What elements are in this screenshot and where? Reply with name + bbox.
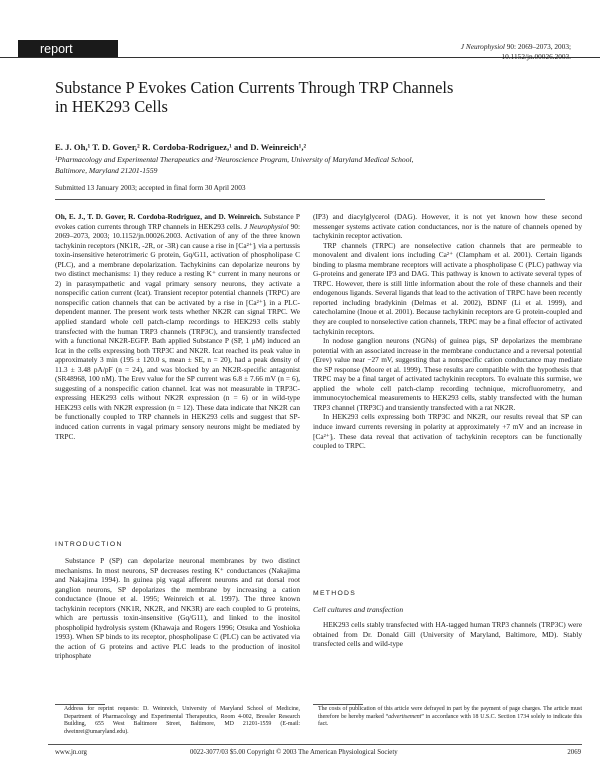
citation-volume: 90: 2069–2073, 2003; 10.1152/jn.00026.2003. <box>55 221 300 241</box>
title-line-2: in HEK293 Cells <box>55 97 168 116</box>
doi: 10.1152/jn.00026.2003. <box>501 52 571 61</box>
footnote-reprint: Address for reprint requests: D. Weinreich, University of Maryland School of Medicine, Department of Pharmacology and Experimental Therapeutics, Room 4-002, Bressler Research Building, 655 West Baltimore Street, Baltimore, MD 21201-1559 (E-mail: dweinrei@umaryland.edu). <box>64 706 300 736</box>
affiliation-line-1: ¹Pharmacology and Experimental Therapeutics and ²Neuroscience Program, University of Maryland Medical School, <box>55 155 414 164</box>
citation-authors: Oh, E. J., T. D. Gover, R. Cordoba-Rodriguez, and D. Weinreich. <box>55 212 262 221</box>
title-line-1: Substance P Evokes Cation Currents Through TRP Channels <box>55 78 454 97</box>
journal-reference <box>461 42 571 62</box>
article-title <box>55 78 555 116</box>
intro-continued: (IP3) and diacylglycerol (DAG). However, it is not yet known how these second messenger systems activate cation conductances, nor is the nature of channels opened by tachykinin receptor activation. <box>313 212 582 241</box>
footnote-costs: The costs of publication of this article were defrayed in part by the payment of page charges. The article must therefore be hereby marked “advertisement” in accordance with 18 U.S.C. Section 1734 solely to indicate this fact. <box>318 706 582 728</box>
submission-dates: Submitted 13 January 2003; accepted in final form 30 April 2003 <box>55 183 246 192</box>
abstract-body: Activation of any of the three known tachykinin receptors (NK1R, -2R, or -3R) can cause a rise in [Ca²⁺]ᵢ via a pertussis toxin-insensitive heterotrimeric G protein, Gq/G11, activation of phospholipase C (PLC), and a membrane depolarization. Tachykinins can depolarize neurons by two distinct mechanisms: 1) they reduce a resting K⁺ current in many neurons or 2) in parasympathetic and vagal primary sensory neurons, they activate a nonspecific cation current (Icat). Transient receptor potential channels (TRPC) are nonspecific cation channels that can be activated by a rise in [Ca²⁺]ᵢ in a PLC-dependent manner. The present work tests whether NK2R can signal TRPC. We applied standard whole cell patch-clamp recordings to HEK293 cells stably transfected with the human TRP3 channels (TRP3C), and transiently transfected with a functional NK2R-EGFP. Bath applied Substance P (SP, 1 μM) induced an Icat in the cells expressing both TRP3C and NK2R. Icat reached its peak value in approximately 3 min (195 ± 120.0 s, mean ± SE, n = 20), had a peak density of 11.3 ± 3.48 pA/pF (n = 24), and was blocked by an NK2R-specific antagonist (SR48968, 100 nM). The Erev value for the SP current was 6.8 ± 7.66 mV (n = 6), suggesting of a nonspecific cation channel. Icat was not measurable in TRP3C-expressing HEK293 cells without NK2R expression (n = 6) or in wild-type HEK293 cells with NK2R expression (n = 12). These data indicate that NK2R can be functionally coupled to TRP channels in HEK293 cells and suggest that SP-induced cation currents in vagal primary sensory neurons might be mediated by TRPC. <box>55 231 300 441</box>
methods-text <box>313 620 582 649</box>
report-tab-label: report <box>18 40 118 58</box>
intro-heading: INTRODUCTION <box>55 541 123 548</box>
intro-paragraph-4: In HEK293 cells expressing both TRP3C and NK2R, our results reveal that SP can induce inward currents reversing in polarity at approximately +7 mV and an increase in [Ca²⁺]ᵢ. These data reveal that activation of tachykinin receptors can be functionally coupled to TRPC. <box>313 412 582 451</box>
intro-paragraph-2: TRP channels (TRPC) are nonselective cation channels that are permeable to monovalent and divalent ions including Ca²⁺ (Clampham et al. 2001). Certain ligands binding to plasma membrane receptors will activate a phospholipase C (PLC) pathway via G-proteins and generate IP3 and DAG. This pathway is known to activate several types of TRPC. However, there is still little information about the role of these channels and their endogenous ligands. Several ligands that lead to the activation of TRPC have been recently reported including bradykinin (Delmas et al. 2002), BDNF (Li et al. 1999), and catecholamine (Inoue et al. 2001). Because tachykinin receptors are G protein-coupled and they are coupled to nonselective cation channels, TRPC may be a final effector of activated tachykinin receptors. <box>313 240 582 336</box>
affiliation-line-2: Baltimore, Maryland 21201-1559 <box>55 165 158 175</box>
footer-website: www.jn.org <box>55 749 87 756</box>
author-list: E. J. Oh,¹ T. D. Gover,² R. Cordoba-Rodriguez,¹ and D. Weinreich¹,² <box>55 142 307 152</box>
footer-copyright: 0022-3077/03 $5.00 Copyright © 2003 The American Physiological Society <box>190 749 398 756</box>
intro-paragraph-3: In nodose ganglion neurons (NGNs) of guinea pigs, SP depolarizes the membrane potential with an associated increase in the membrane conductance and a reversal potential (Erev) value near −27 mV, suggesting that a nonspecific cation conductance may mediate the SP response (Moore et al. 1999). These results are compatible with the hypothesis that TRPC may be a final target of activated tachykinin receptors. To evaluate this surmise, we applied the whole cell patch-clamp recording technique, microfluorometry, and immunocytochemical measurements to HEK293 cells, stably transfected with the human TRP3 channel (TRP3C) and transiently transfected with a rat NK2R. <box>313 336 582 412</box>
divider <box>55 199 545 200</box>
methods-heading: METHODS <box>313 590 357 597</box>
right-column-text <box>313 212 582 451</box>
footnote-rule-right <box>313 704 363 705</box>
footer-rule <box>48 744 582 745</box>
intro-paragraph: Substance P (SP) can depolarize neuronal membranes by two distinct mechanisms. In most neurons, SP decreases resting K⁺ conductances (Nakajima and Nakajima 1994). In guinea pig vagal afferent neurons and rat dorsal root ganglion neurons, SP depolarizes the membrane by increasing a cation conductance (Inoue et al. 1995; Weinreich et al. 1997). The three known tachykinin receptors (NK1R, NK2R, and NK3R) are each coupled to G proteins, which are pertussis toxin-insensitive (Gq/G11), and linked to the inositol phospholipid hydrolysis system (Khawaja and Rogers 1996; Otsuka and Yoshioka 1993). When SP binds to its receptor, phospholipase C (PLC) can be activated via the action of G proteins and active PLC leads to the production of inositol triphosphate <box>55 556 300 661</box>
journal-volume: 90: 2069–2073, 2003; <box>504 42 571 51</box>
methods-paragraph: HEK293 cells stably transfected with HA-tagged human TRP3 channels (TRP3C) were obtained from Dr. Donald Gill (University of Maryland, Baltimore, MD). Stably transfected cells and wild-type <box>313 620 582 649</box>
footnote-rule-left <box>55 704 105 705</box>
page-number: 2069 <box>567 749 581 756</box>
methods-subheading: Cell cultures and transfection <box>313 605 404 614</box>
abstract <box>55 212 300 441</box>
journal-name: J Neurophysiol <box>460 42 505 51</box>
citation-title: Substance P evokes cation currents through TRP channels in HEK293 cells. <box>55 212 300 231</box>
citation-journal: J Neurophysiol <box>243 221 289 231</box>
intro-text <box>55 556 300 661</box>
affiliation <box>55 155 565 176</box>
